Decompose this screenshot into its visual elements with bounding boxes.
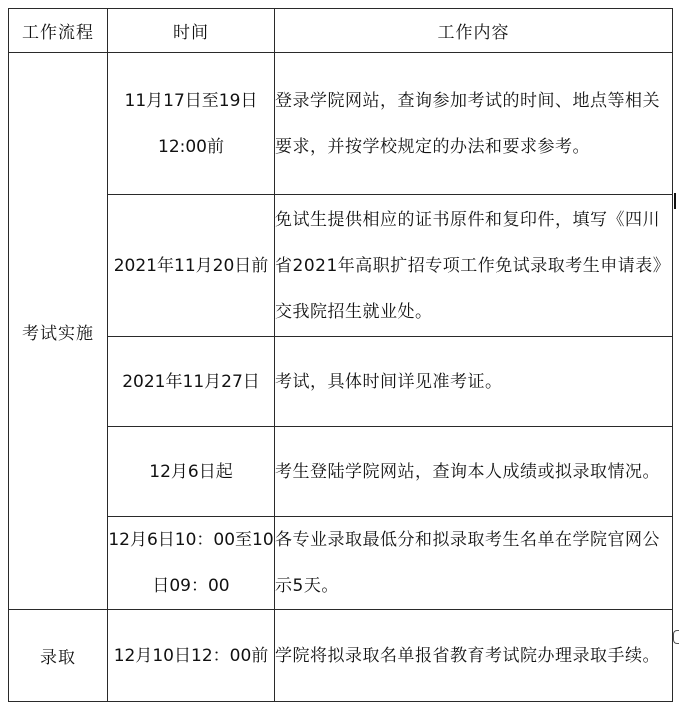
table-row (9, 610, 673, 702)
table-row (9, 337, 673, 427)
header-content: 工作内容 (275, 9, 673, 53)
row-content: 登录学院网站，查询参加考试的时间、地点等相关要求，并按学校规定的办法和要求参考。 (275, 53, 673, 195)
table-row (9, 517, 673, 610)
table-header-row (9, 9, 673, 53)
table-row (9, 427, 673, 517)
row-time: 2021年11月20日前 (108, 195, 275, 337)
table-row (9, 195, 673, 337)
document-page (8, 8, 673, 702)
row-time: 12月6日10：00至10日09：00 (108, 517, 275, 610)
row-content: 免试生提供相应的证书原件和复印件，填写《四川省2021年高职扩招专项工作免试录取考生申请表》交我院招生就业处。 (275, 195, 673, 337)
text-cursor-mark (674, 193, 676, 209)
row-time: 2021年11月27日 (108, 337, 275, 427)
header-stage: 工作流程 (9, 9, 108, 53)
row-content: 考生登陆学院网站，查询本人成绩或拟录取情况。 (275, 427, 673, 517)
stage-admission: 录取 (9, 610, 108, 702)
schedule-table (8, 8, 673, 702)
edge-handle-mark (673, 630, 679, 644)
row-content: 考试，具体时间详见准考证。 (275, 337, 673, 427)
row-time: 12月6日起 (108, 427, 275, 517)
table-row (9, 53, 673, 195)
header-time: 时间 (108, 9, 275, 53)
row-time: 12月10日12：00前 (108, 610, 275, 702)
row-time: 11月17日至19日12:00前 (108, 53, 275, 195)
row-content: 各专业录取最低分和拟录取考生名单在学院官网公示5天。 (275, 517, 673, 610)
row-content: 学院将拟录取名单报省教育考试院办理录取手续。 (275, 610, 673, 702)
stage-exam: 考试实施 (9, 53, 108, 610)
